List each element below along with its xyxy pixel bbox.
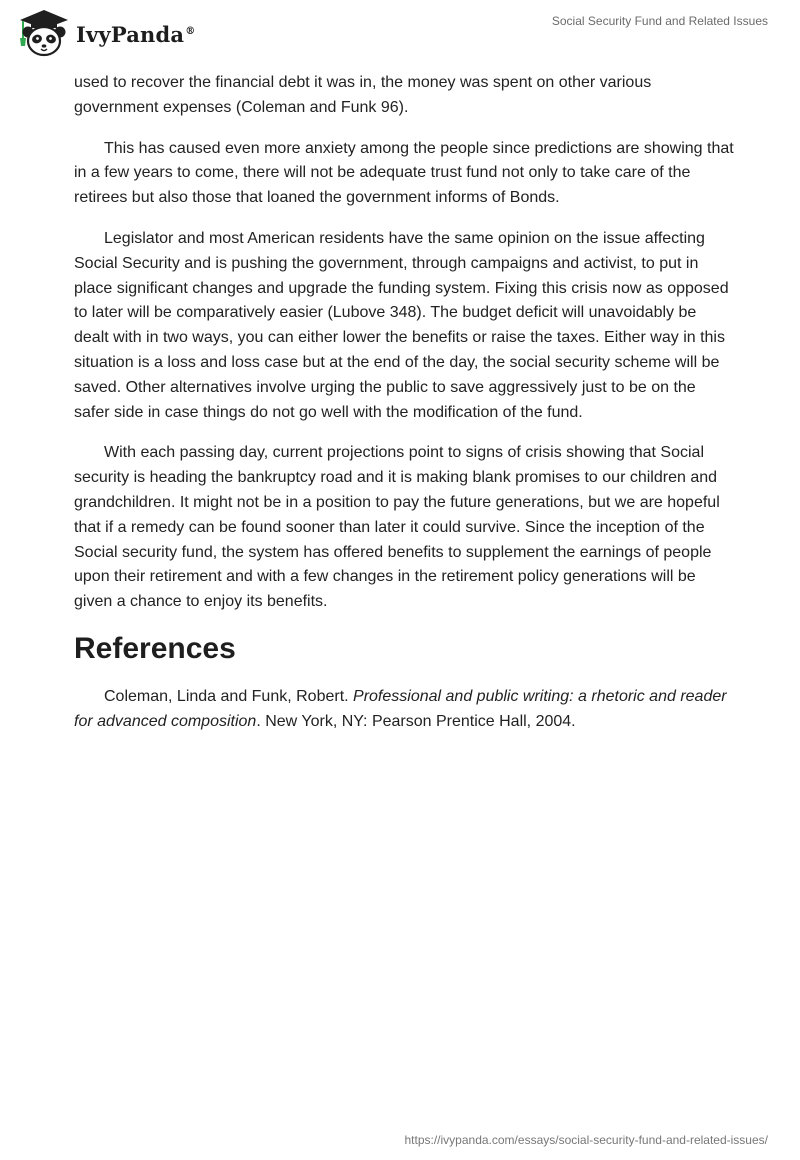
logo-wordmark: IvyPanda®: [76, 21, 196, 47]
paragraph-3: Legislator and most American residents have the same opinion on the issue affecting Social Security and is pushing the government, through campaigns and activist, to put in place significant changes and upgrade the funding system. Fixing this crisis now as opposed to later will be comparatively easier (Lubove 348). The budget deficit will unavoidably be dealt with in two ways, you can either lower the benefits or raise the taxes. Either way in this situation is a loss and loss case but at the end of the day, the social security scheme will be saved. Other alternatives involve urging the public to save aggressively just to be on the safer side in case things do not go well with the modification of the fund.: [74, 229, 729, 421]
paragraph-4: With each passing day, current projections point to signs of crisis showing that Social security is heading the bankruptcy road and it is making blank promises to our children and grandchildren. It might not be in a position to pay the future generations, but we are hopeful that if a remedy can be found sooner than later it could survive. Since the inception of the Social security fund, the system has offered benefits to supplement the earnings of people upon their retirement and with a few changes in the retirement policy generations will be given a chance to enjoy its benefits.: [74, 444, 720, 611]
paragraph-2: This has caused even more anxiety among the people since predictions are showing that in a few years to come, there will not be adequate trust fund not only to take care of the retirees but also those that loaned the government informs of Bonds.: [74, 139, 734, 207]
source-url-link[interactable]: https://ivypanda.com/essays/social-security-fund-and-related-issues/: [404, 1133, 768, 1147]
document-title: Social Security Fund and Related Issues: [551, 14, 768, 28]
panda-graduate-icon: [14, 8, 74, 58]
ivypanda-logo[interactable]: [14, 8, 195, 58]
reference-publisher: . New York, NY: Pearson Prentice Hall, 2004.: [256, 712, 576, 730]
reference-entry: [74, 685, 734, 735]
essay-content: [74, 71, 734, 751]
paragraph-1: used to recover the financial debt it was in, the money was spent on other various government expenses (Coleman and Funk 96).: [74, 74, 652, 116]
reference-authors: Coleman, Linda and Funk, Robert.: [104, 687, 354, 705]
reference-title: Professional and public writing: a rhetoric and reader for advanced composition: [74, 687, 727, 730]
references-heading: References: [74, 631, 236, 665]
page-header: [0, 0, 800, 68]
